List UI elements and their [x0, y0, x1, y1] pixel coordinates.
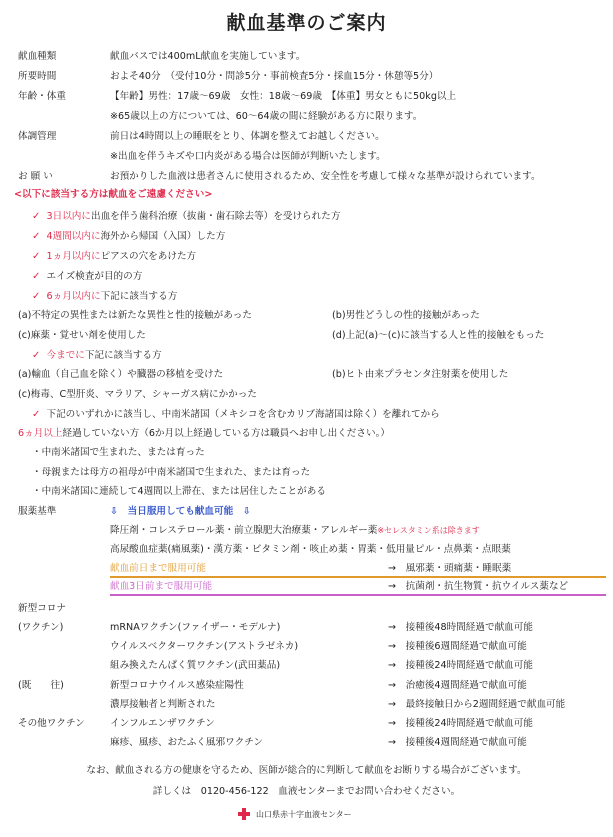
covid-p1-result: → 治癒後4週間経過で献血可能 — [388, 680, 527, 691]
row-label-age: 年齢・体重 — [18, 91, 66, 102]
decline-item-3: ✓ 1ヵ月以内にピアスの穴をあけた方 — [32, 251, 197, 262]
check-icon: ✓ — [32, 211, 41, 222]
other-o1-result: → 接種後24時間経過で献血可能 — [388, 718, 533, 729]
row-text-type: 献血バスでは400mL献血を実施しています。 — [110, 51, 306, 62]
check-icon: ✓ — [32, 271, 41, 282]
decline-sub-a2: (a)輸血（自己血を除く）や臓器の移植を受けた — [18, 369, 224, 380]
check-icon: ✓ — [32, 350, 41, 361]
covid-v1: mRNAワクチン(ファイザー・モデルナ) — [110, 622, 281, 633]
covid-v2-result: → 接種後6週間経過で献血可能 — [388, 641, 527, 652]
decline-sub-c2: (c)梅毒、C型肝炎、マラリア、シャーガス病にかかった — [18, 389, 257, 400]
org-name: 山口県赤十字血液センター — [256, 810, 352, 819]
covid-p2-result: → 最終接触日から2週間経過で献血可能 — [388, 699, 566, 710]
orange-divider — [110, 576, 606, 578]
other-o2-result: → 接種後4週間経過で献血可能 — [388, 737, 527, 748]
decline-item-7-cont: 6ヵ月以上経過していない方（6か月以上経過している方は職員へお申し出ください。） — [18, 428, 390, 439]
decline-sub-d: (d)上記(a)～(c)に該当する人と性的接触をもった — [332, 330, 545, 341]
row-text-age: 【年齢】男性：17歳～69歳 女性：18歳～69歳 【体重】男女ともに50kg以上 — [110, 91, 457, 102]
row-text-time: およそ40分 （受付10分・問診5分・事前検査5分・採血15分・休憩等5分） — [110, 71, 439, 82]
red-cross-icon — [238, 808, 250, 820]
row-label-type: 献血種類 — [18, 51, 57, 62]
row-label-time: 所要時間 — [18, 71, 57, 82]
decline-sub-a: (a)不特定の異性または新たな異性と性的接触があった — [18, 310, 252, 321]
footer-note: なお、献血される方の健康を守るため、医師が総合的に判断して献血をお断りする場合がございます。 — [86, 765, 527, 776]
decline-sub-b: (b)男性どうしの性的接触があった — [332, 310, 480, 321]
footer-contact: 詳しくは 0120-456-122 血液センターまでお問い合わせください。 — [152, 786, 461, 797]
decline-item-1: ✓ 3日以内に出血を伴う歯科治療（抜歯・歯石除去等）を受けられた方 — [32, 211, 341, 222]
med-line-4: 献血3日前まで服用可能 — [110, 581, 213, 592]
decline-header: <以下に該当する方は献血をご遠慮ください> — [14, 189, 213, 200]
other-vacc-label: その他ワクチン — [18, 718, 85, 729]
decline-item-5: ✓ 6ヵ月以内に下記に該当する方 — [32, 291, 178, 302]
row-note-health: ※出血を伴うキズや口内炎がある場合は医師が判断いたします。 — [110, 151, 386, 162]
row-text-health: 前日は4時間以上の睡眠をとり、体調を整えてお越しください。 — [110, 131, 385, 142]
decline-item-7: ✓ 下記のいずれかに該当し、中南米諸国（メキシコを含むカリブ海諸国は除く）を離れてから — [32, 409, 440, 420]
row-note-age: ※65歳以上の方については、60～64歳の間に経験がある方に限ります。 — [110, 111, 423, 122]
other-o2: 麻疹、風疹、おたふく風邪ワクチン — [110, 737, 264, 748]
covid-label: 新型コロナ — [18, 603, 66, 614]
covid-p2: 濃厚接触者と判断された — [110, 699, 216, 710]
row-label-request: お 願 い — [18, 171, 53, 182]
decline-sub-b2: (b)ヒト由来プラセンタ注射薬を使用した — [332, 369, 509, 380]
med-line-3-result: → 風邪薬・頭痛薬・睡眠薬 — [388, 563, 512, 574]
page-title: 献血基準のご案内 — [226, 12, 387, 34]
latin-america-1: ・中南米諸国で生まれた、または育った — [32, 447, 205, 458]
med-label: 服薬基準 — [18, 506, 57, 517]
check-icon: ✓ — [32, 231, 41, 242]
check-icon: ✓ — [32, 291, 41, 302]
other-o1: インフルエンザワクチン — [110, 718, 215, 729]
latin-america-3: ・中南米諸国に連続して4週間以上滞在、または居住したことがある — [32, 486, 326, 497]
med-line-2: 高尿酸血症薬(痛風薬)・漢方薬・ビタミン剤・咳止め薬・胃薬・低用量ピル・点鼻薬・点眼薬 — [110, 544, 511, 555]
decline-item-6: ✓ 今までに下記に該当する方 — [32, 350, 162, 361]
covid-v3-result: → 接種後24時間経過で献血可能 — [388, 660, 533, 671]
covid-v3: 組み換えたんぱく質ワクチン(武田薬品) — [110, 660, 281, 671]
med-header: ⇩ 当日服用しても献血可能 ⇩ — [110, 506, 251, 517]
covid-v1-result: → 接種後48時間経過で献血可能 — [388, 622, 533, 633]
covid-vacc-label: (ワクチン) — [18, 622, 64, 633]
covid-v2: ウイルスベクターワクチン(アストラゼネカ) — [110, 641, 299, 652]
check-icon: ✓ — [32, 409, 41, 420]
med-line-1: 降圧剤・コレステロール薬・前立腺肥大治療薬・アレルギー薬※セレスタミン系は除きます — [110, 525, 480, 536]
row-text-request: お預かりした血液は患者さんに使用されるため、安全性を考慮して様々な基準が設けられています。 — [110, 171, 541, 182]
med-line-4-result: → 抗菌剤・抗生物質・抗ウイルス薬など — [388, 581, 569, 592]
decline-item-2: ✓ 4週間以内に海外から帰国（入国）した方 — [32, 231, 226, 242]
pink-divider — [110, 594, 606, 596]
decline-item-4: ✓ エイズ検査が目的の方 — [32, 271, 143, 282]
decline-sub-c: (c)麻薬・覚せい剤を使用した — [18, 330, 146, 341]
row-label-health: 体調管理 — [18, 131, 57, 142]
check-icon: ✓ — [32, 251, 41, 262]
latin-america-2: ・母親または母方の祖母が中南米諸国で生まれた、または育った — [32, 467, 311, 478]
med-line-3: 献血前日まで服用可能 — [110, 563, 206, 574]
covid-past-label: (既 往) — [18, 680, 64, 691]
covid-p1: 新型コロナウイルス感染症陽性 — [110, 680, 244, 691]
